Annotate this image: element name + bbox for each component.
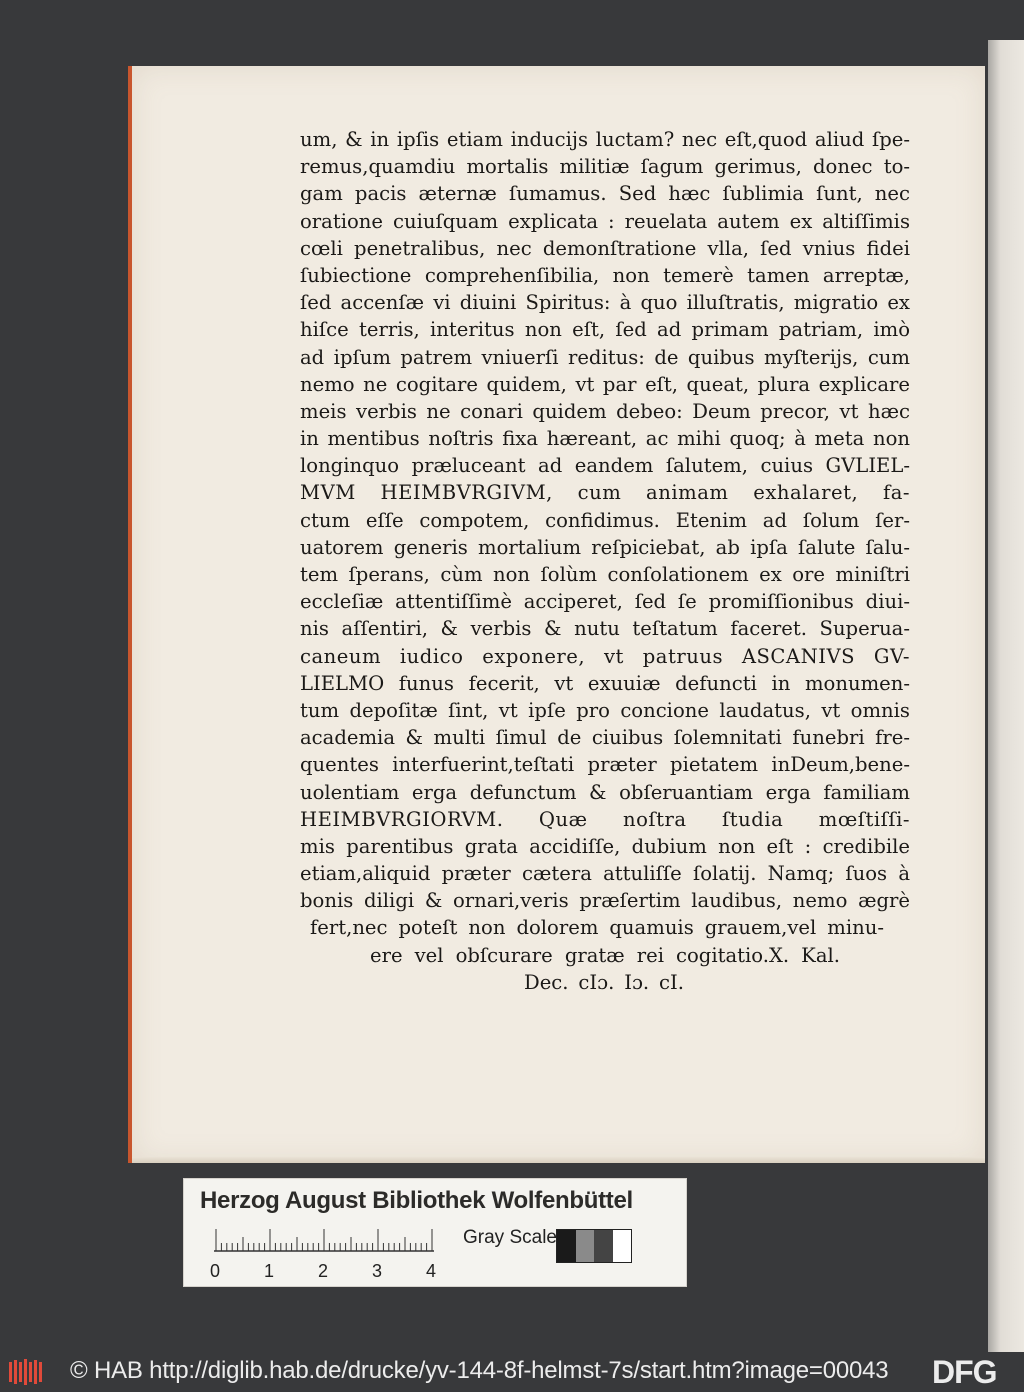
text-line: gam pacis æternæ ſumamus. Sed hæc ſublimia ſunt, nec bbox=[300, 182, 910, 206]
text-line: remus,quamdiu mortalis militiæ ſagum gerimus, donec to- bbox=[300, 155, 910, 179]
ruler-number: 3 bbox=[372, 1261, 383, 1281]
ruler-number: 1 bbox=[264, 1261, 275, 1281]
swatch-white bbox=[613, 1230, 632, 1262]
text-line: uatorem generis mortalium reſpiciebat, ab ipſa ſalute ſalu- bbox=[300, 535, 910, 559]
ruler-number: 4 bbox=[426, 1261, 437, 1281]
text-line: ad ipſum patrem vniuerſi reditus: de quibus myſterijs, cum bbox=[300, 345, 910, 369]
ruler-scale bbox=[214, 1224, 434, 1260]
text-line: academia & multi ſimul de ciuibus ſolemnitati funebri fre- bbox=[300, 726, 910, 750]
gray-scale-label: Gray Scale bbox=[463, 1227, 557, 1248]
date-line: Dec. cIɔ. Iɔ. cI. bbox=[524, 970, 684, 994]
text-line: eccleſiæ attentiſſimè acciperet, ſed ſe promiſſionibus diui- bbox=[300, 590, 910, 614]
text-line: um, & in ipſis etiam inducijs luctam? nec eſt,quod aliud ſpe- bbox=[300, 128, 910, 151]
dfg-logo: DFG bbox=[932, 1354, 997, 1390]
swatch-mid-gray bbox=[576, 1230, 595, 1262]
text-line: ſed accenſæ vi diuini Spiritus: à quo illuſtratis, migratio ex bbox=[300, 291, 910, 315]
text-line: nis aſſentiri, & verbis & nutu teſtatum faceret. Superua- bbox=[300, 617, 910, 641]
text-line: tem ſperans, cùm non ſolùm conſolationem ex ore miniſtri bbox=[300, 563, 910, 586]
text-line: cœli penetralibus, nec demonſtratione vlla, ſed vnius fidei bbox=[300, 236, 910, 260]
text-line: caneum iudico exponere, vt patruus ASCANIVS GV- bbox=[300, 644, 910, 668]
text-line: hiſce terris, interitus non eſt, ſed ad primam patriam, imò bbox=[300, 318, 910, 342]
ruler-number: 0 bbox=[210, 1261, 221, 1281]
text-line: ctum eſſe compotem, confidimus. Etenim ad ſolum ſer- bbox=[300, 508, 910, 532]
text-line: mis parentibus grata accidiſſe, dubium non eſt : credibile bbox=[300, 834, 910, 858]
ruler-number: 2 bbox=[318, 1261, 329, 1281]
text-line: oratione cuiuſquam explicata : reuelata autem ex altiſſimis bbox=[300, 209, 910, 233]
text-line: longinquo præluceant ad eandem ſalutem, cuius GVLIEL- bbox=[300, 454, 910, 478]
footer-bar bbox=[0, 1352, 1024, 1392]
text-line: MVM HEIMBVRGIVM, cum animam exhalaret, fa- bbox=[300, 481, 910, 505]
text-line: fert,nec poteſt non dolorem quamuis grauem,vel minu- bbox=[310, 916, 884, 940]
text-line: LIELMO funus fecerit, vt exuuiæ defuncti in monumen- bbox=[300, 671, 910, 695]
text-line: etiam,aliquid præter cætera attuliſſe ſolatij. Namq; ſuos à bbox=[300, 862, 910, 886]
text-line: quentes interfuerint,teſtati præter pietatem inDeum,bene- bbox=[300, 753, 910, 777]
text-line: HEIMBVRGIORVM. Quæ noſtra ſtudia mœſtiſſi- bbox=[300, 807, 910, 831]
hab-logo-icon bbox=[8, 1358, 46, 1386]
text-line: meis verbis ne conari quidem debeo: Deum precor, vt hæc bbox=[300, 399, 910, 423]
text-line: in mentibus noſtris fixa hæreant, ac mihi quoq; à meta non bbox=[300, 427, 910, 451]
text-line: uolentiam erga defunctum & obſeruantiam erga familiam bbox=[300, 780, 910, 804]
page-text bbox=[300, 126, 910, 996]
adjacent-page-edge bbox=[988, 40, 1024, 1360]
copyright-url: © HAB http://diglib.hab.de/drucke/yv-144-8f-helmst-7s/start.htm?image=00043 bbox=[70, 1357, 889, 1384]
text-line: tum depoſitæ ſint, vt ipſe pro concione laudatus, vt omnis bbox=[300, 698, 910, 722]
text-line: bonis diligi & ornari,veris præſertim laudibus, nemo ægrè bbox=[300, 889, 910, 913]
text-line: nemo ne cogitare quidem, vt par eſt, queat, plura explicare bbox=[300, 372, 910, 396]
gray-scale-swatch bbox=[556, 1229, 632, 1263]
text-line: ſubiectione comprehenſibilia, non temerè tamen arreptæ, bbox=[300, 263, 910, 287]
swatch-black bbox=[557, 1230, 576, 1262]
swatch-dark-gray bbox=[594, 1230, 613, 1262]
library-name: Herzog August Bibliothek Wolfenbüttel bbox=[200, 1187, 633, 1214]
color-calibration-card bbox=[183, 1178, 687, 1287]
text-line: ere vel obſcurare gratæ rei cogitatio.X. Kal. bbox=[370, 943, 840, 967]
